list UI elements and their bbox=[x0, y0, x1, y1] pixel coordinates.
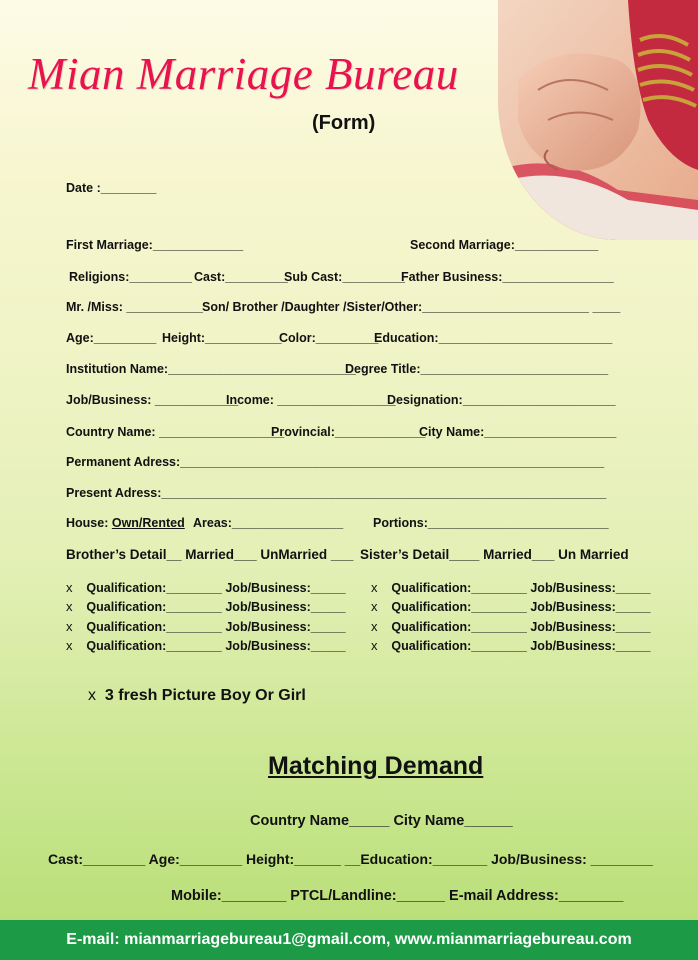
row-text: Qualification:________ Job/Business:_____ bbox=[86, 620, 346, 634]
father-business-field: Father Business:________________ bbox=[401, 270, 614, 284]
degree-title-field: Degree Title:___________________________ bbox=[345, 362, 609, 376]
row-text: Qualification:________ Job/Business:_____ bbox=[391, 600, 651, 614]
sister-row bbox=[371, 619, 651, 634]
bullet-x-icon: x bbox=[371, 599, 378, 614]
row-text: Qualification:________ Job/Business:_____ bbox=[86, 600, 346, 614]
wedding-hands-photo bbox=[498, 0, 698, 240]
footer-contact-text: E-mail: mianmarriagebureau1@gmail.com, www.mianmarriagebureau.com bbox=[66, 931, 632, 948]
institution-field: Institution Name:___________________________ bbox=[66, 362, 356, 376]
sister-detail: Sister’s Detail____ Married___ Un Married bbox=[360, 547, 629, 562]
picture-note bbox=[88, 687, 306, 705]
sub-cast-field: Sub Cast:_________ bbox=[284, 270, 405, 284]
brother-detail: Brother’s Detail__ Married___ UnMarried ___ bbox=[66, 547, 354, 562]
bullet-x-icon: x bbox=[371, 619, 378, 634]
income-field: Income: _________________ bbox=[226, 393, 396, 407]
city-name-field: City Name:___________________ bbox=[419, 425, 617, 439]
age-field: Age:_________ bbox=[66, 331, 157, 345]
brother-row bbox=[66, 599, 346, 614]
provincial-field: Provincial:_____________ bbox=[271, 425, 426, 439]
house-field bbox=[66, 516, 185, 530]
sister-row bbox=[371, 599, 651, 614]
bullet-x-icon: x bbox=[66, 619, 73, 634]
date-field: Date :________ bbox=[66, 181, 157, 195]
house-label: House: bbox=[66, 516, 112, 530]
picture-note-text: 3 fresh Picture Boy Or Girl bbox=[104, 687, 306, 704]
bullet-x-icon: x bbox=[66, 580, 73, 595]
brother-row bbox=[66, 619, 346, 634]
matching-demand-title: Matching Demand bbox=[268, 752, 484, 780]
form-subtitle: (Form) bbox=[312, 112, 376, 134]
permanent-address-field: Permanent Adress:_____________________________________________________________ bbox=[66, 455, 605, 469]
footer-contact-bar bbox=[0, 920, 698, 960]
row-text: Qualification:________ Job/Business:_____ bbox=[86, 581, 346, 595]
row-text: Qualification:________ Job/Business:_____ bbox=[391, 639, 651, 653]
bureau-title: Mian Marriage Bureau bbox=[28, 49, 459, 99]
bullet-x-icon: x bbox=[66, 638, 73, 653]
sister-row bbox=[371, 638, 651, 653]
height-field: Height:___________ bbox=[162, 331, 282, 345]
matching-line-contact: Mobile:________ PTCL/Landline:______ E-mail Address:________ bbox=[171, 888, 624, 904]
cast-field: Cast:_________ bbox=[194, 270, 288, 284]
second-marriage-field: Second Marriage:____________ bbox=[410, 238, 599, 252]
row-text: Qualification:________ Job/Business:_____ bbox=[391, 620, 651, 634]
portions-field: Portions:__________________________ bbox=[373, 516, 609, 530]
row-text: Qualification:________ Job/Business:_____ bbox=[391, 581, 651, 595]
brother-row bbox=[66, 638, 346, 653]
bullet-x-icon: x bbox=[88, 687, 96, 704]
religions-field: Religions:_________ bbox=[69, 270, 192, 284]
bullet-x-icon: x bbox=[371, 638, 378, 653]
matching-line-details: Cast:________ Age:________ Height:______ __Education:_______ Job/Business: ________ bbox=[48, 851, 653, 867]
matching-line-country-city: Country Name_____ City Name______ bbox=[250, 813, 513, 829]
areas-field: Areas:________________ bbox=[193, 516, 344, 530]
mr-miss-field: Mr. /Miss: ___________ bbox=[66, 300, 203, 314]
bullet-x-icon: x bbox=[66, 599, 73, 614]
first-marriage-field: First Marriage:_____________ bbox=[66, 238, 244, 252]
color-field: Color:_________ bbox=[279, 331, 379, 345]
relation-field: Son/ Brother /Daughter /Sister/Other:________________________ ____ bbox=[202, 300, 621, 314]
brother-row bbox=[66, 580, 346, 595]
designation-field: Designation:______________________ bbox=[387, 393, 616, 407]
country-name-field: Country Name: __________________ bbox=[66, 425, 285, 439]
house-value: Own/Rented bbox=[111, 516, 185, 530]
row-text: Qualification:________ Job/Business:_____ bbox=[86, 639, 346, 653]
job-business-field: Job/Business: ____________ bbox=[66, 393, 239, 407]
education-field: Education:_________________________ bbox=[374, 331, 613, 345]
bullet-x-icon: x bbox=[371, 580, 378, 595]
present-address-field: Present Adress:________________________________________________________________ bbox=[66, 486, 607, 500]
sister-row bbox=[371, 580, 651, 595]
